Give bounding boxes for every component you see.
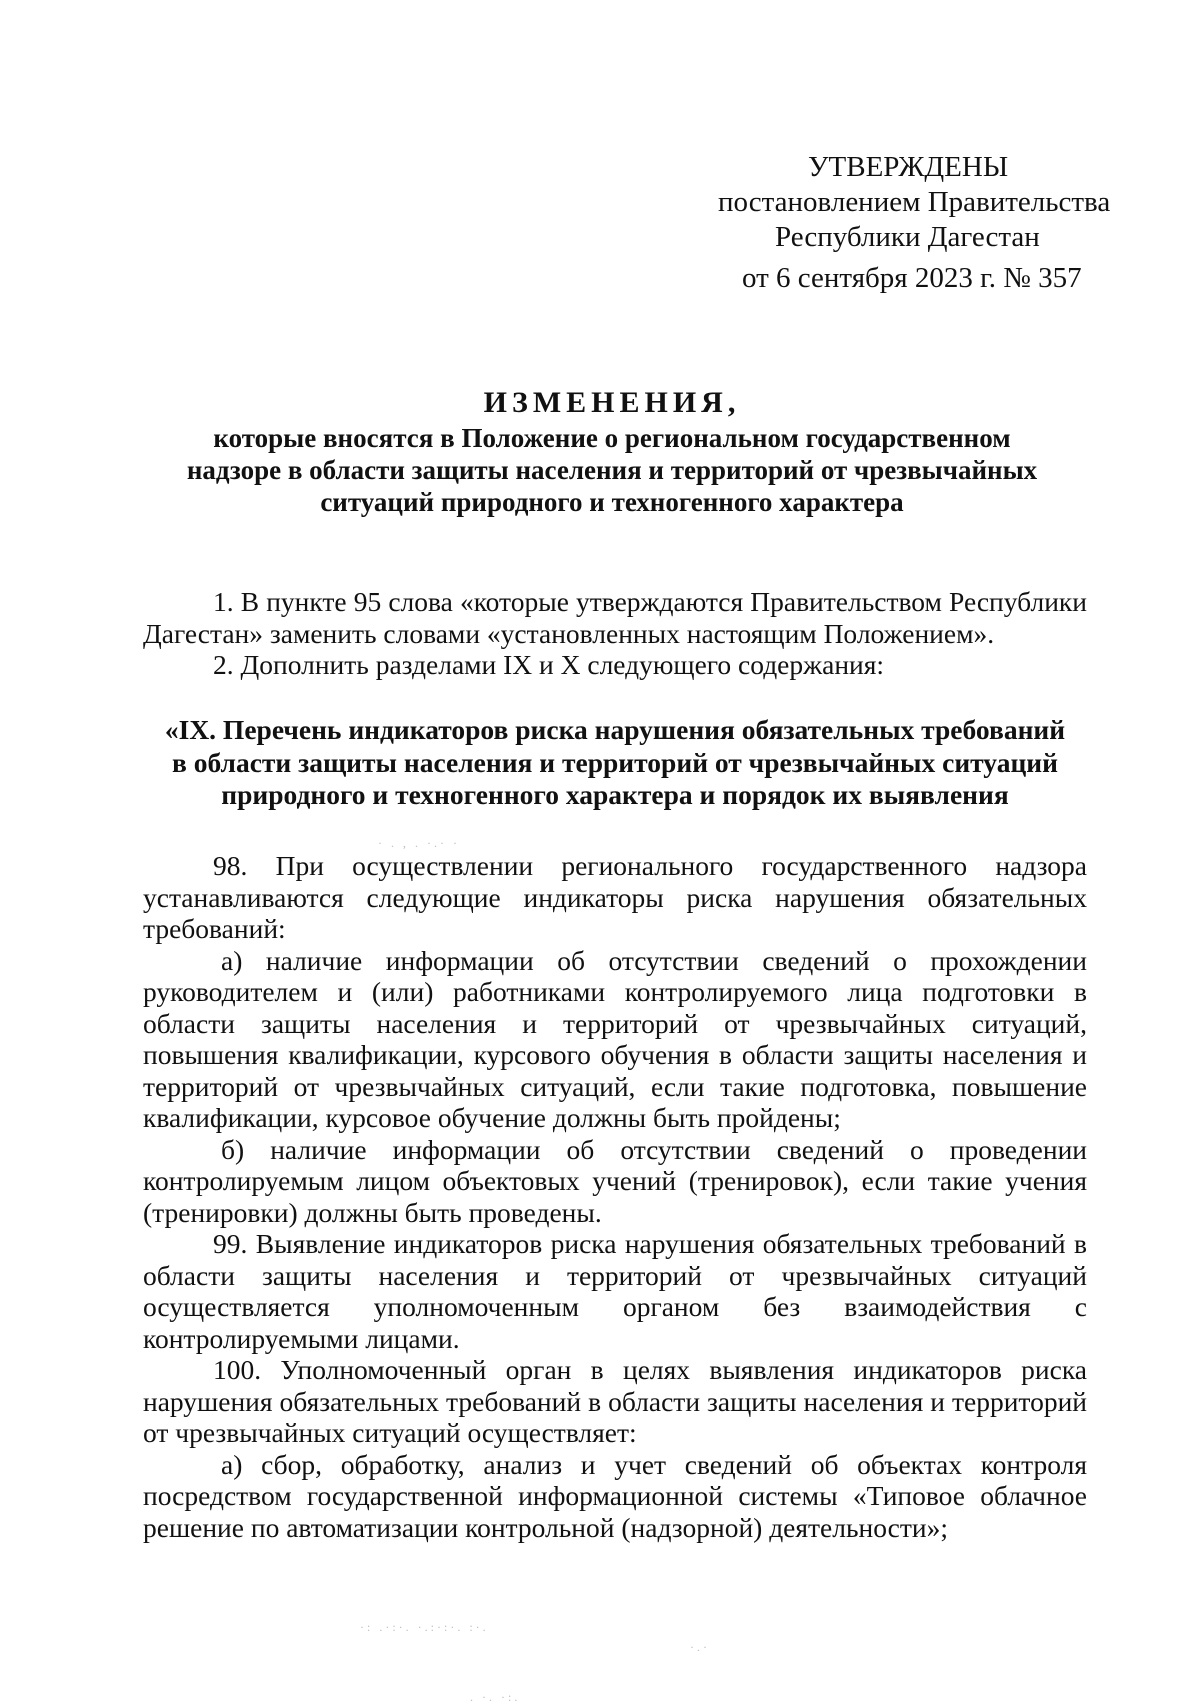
title-main: ИЗМЕНЕНИЯ, xyxy=(483,386,741,419)
title-line-1: которые вносятся в Положение о региональном государственном xyxy=(213,423,1011,453)
title-line-3: ситуаций природного и техногенного характера xyxy=(320,487,904,517)
approval-resolution: постановлением Правительства xyxy=(718,186,1111,218)
item-98: 98. При осуществлении регионального государственного надзора устанавливаются следующие индикаторы риска нарушения обязательных требований: xyxy=(143,850,1087,944)
item-99: 99. Выявление индикаторов риска нарушения обязательных требований в области защиты населения и территорий от чрезвычайных ситуаций осуществляется уполномоченным органом без взаимодействия с контролируемыми лицами. xyxy=(143,1228,1087,1354)
item-100-a: а) сбор, обработку, анализ и учет сведений об объектах контроля посредством государственной информационной системы «Типовое облачное решение по автоматизации контрольной (надзорной) деятельности»; xyxy=(143,1448,1087,1543)
paragraph-2: 2. Дополнить разделами IX и X следующего содержания: xyxy=(213,649,885,680)
approval-republic: Республики Дагестан xyxy=(775,221,1040,253)
section-heading-line-3: природного и техногенного характера и порядок их выявления xyxy=(221,779,1009,810)
approval-date: от 6 сентября 2023 г. № 357 xyxy=(742,262,1082,294)
scan-artifact: . ·. ·:. xyxy=(470,1690,521,1704)
title-line-2: надзоре в области защиты населения и территорий от чрезвычайных xyxy=(186,455,1038,485)
section-ix-heading xyxy=(143,714,1087,812)
intro-paragraphs xyxy=(143,586,1087,681)
section-heading-line-1: «IX. Перечень индикаторов риска нарушения обязательных требований xyxy=(164,714,1066,745)
item-100: 100. Уполномоченный орган в целях выявления индикаторов риска нарушения обязательных требований в области защиты населения и территорий от чрезвычайных ситуаций осуществляет: xyxy=(143,1354,1087,1448)
item-98-a: а) наличие информации об отсутствии сведений о прохождении руководителем и (или) работниками контролируемого лица подготовки в области защиты населения и территорий от чрезвычайных ситуаций, повышения квалификации, курсового обучения в области защиты населения и территорий от чрезвычайных ситуаций, если такие подготовка, повышение квалификации, курсовое обучение должны быть пройдены; xyxy=(143,944,1087,1133)
approval-title: УТВЕРЖДЕНЫ xyxy=(808,151,1009,183)
item-98-b: б) наличие информации об отсутствии сведений о проведении контролируемым лицом объектовых учений (тренировок), если такие учения (тренировки) должны быть проведены. xyxy=(143,1133,1087,1228)
section-heading-line-2: в области защиты населения и территорий от чрезвычайных ситуаций xyxy=(172,746,1058,778)
document-title xyxy=(140,384,1084,518)
paragraph-1: 1. В пункте 95 слова «которые утверждаются Правительством Республики Дагестан» заменить словами «установленных настоящим Положением». xyxy=(143,586,1087,649)
approval-stamp xyxy=(700,150,1120,296)
scan-artifact: ·: .·:·. ·.:·:·. :·. xyxy=(360,1620,489,1634)
scan-artifact: ·.· xyxy=(690,1640,710,1654)
scan-artifact: · . , . ·.· · xyxy=(378,836,460,850)
section-ix-body xyxy=(143,850,1087,1543)
